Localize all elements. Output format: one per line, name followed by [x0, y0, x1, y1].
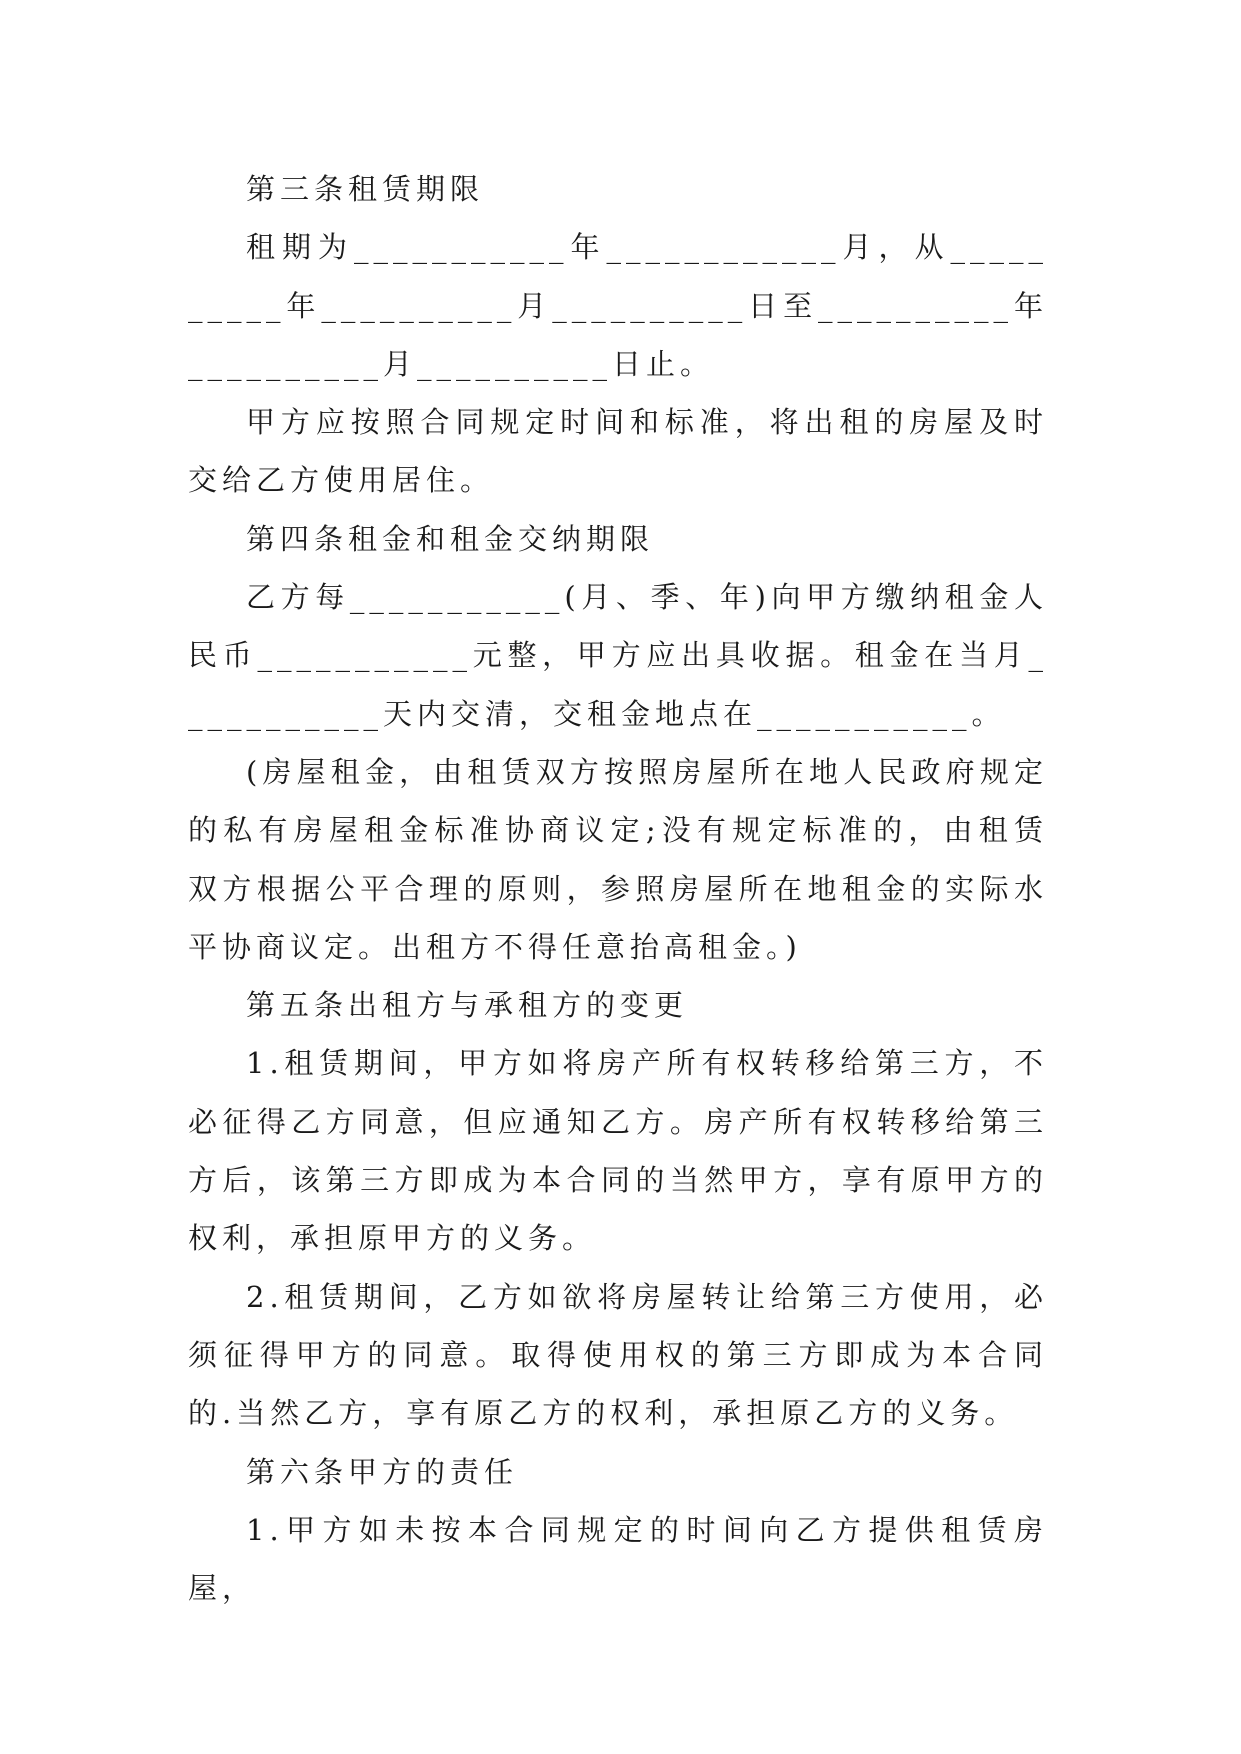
rent-payment-paragraph: 乙方每___________(月、季、年)向甲方缴纳租金人民币___________元整，甲方应出具收据。租金在当月___________天内交清，交租金地点在___________。 — [188, 580, 1048, 731]
owner-change-paragraph: 1.租赁期间，甲方如将房产所有权转移给第三方，不必征得乙方同意，但应通知乙方。房产所有权转移给第三方后，该第三方即成为本合同的当然甲方，享有原甲方的权利，承担原甲方的义务。 — [188, 1046, 1048, 1256]
article-4-heading: 第四条租金和租金交纳期限 — [246, 521, 655, 556]
article-5-heading: 第五条出租方与承租方的变更 — [246, 988, 689, 1023]
article-6-heading: 第六条甲方的责任 — [246, 1454, 519, 1489]
article-3-heading: 第三条租赁期限 — [246, 172, 485, 206]
delivery-paragraph: 甲方应按照合同规定时间和标准，将出租的房屋及时交给乙方使用居住。 — [188, 405, 1048, 498]
rent-standard-paragraph: (房屋租金，由租赁双方按照房屋所在地人民政府规定的私有房屋租金标准协商议定;没有规定标准的，由租赁双方根据公平合理的原则，参照房屋所在地租金的实际水平协商议定。出租方不得任意抬高租金。) — [188, 754, 1048, 964]
lease-term-paragraph: 租期为___________年____________月，从__________年__________月__________日至__________年__________月__________日止。 — [188, 230, 1048, 381]
document-body — [188, 160, 1048, 1617]
tenant-change-paragraph: 2.租赁期间，乙方如欲将房屋转让给第三方使用，必须征得甲方的同意。取得使用权的第三方即成为本合同的.当然乙方，享有原乙方的权利，承担原乙方的义务。 — [188, 1279, 1048, 1431]
landlord-duty-paragraph: 1.甲方如未按本合同规定的时间向乙方提供租赁房屋， — [188, 1512, 1048, 1606]
